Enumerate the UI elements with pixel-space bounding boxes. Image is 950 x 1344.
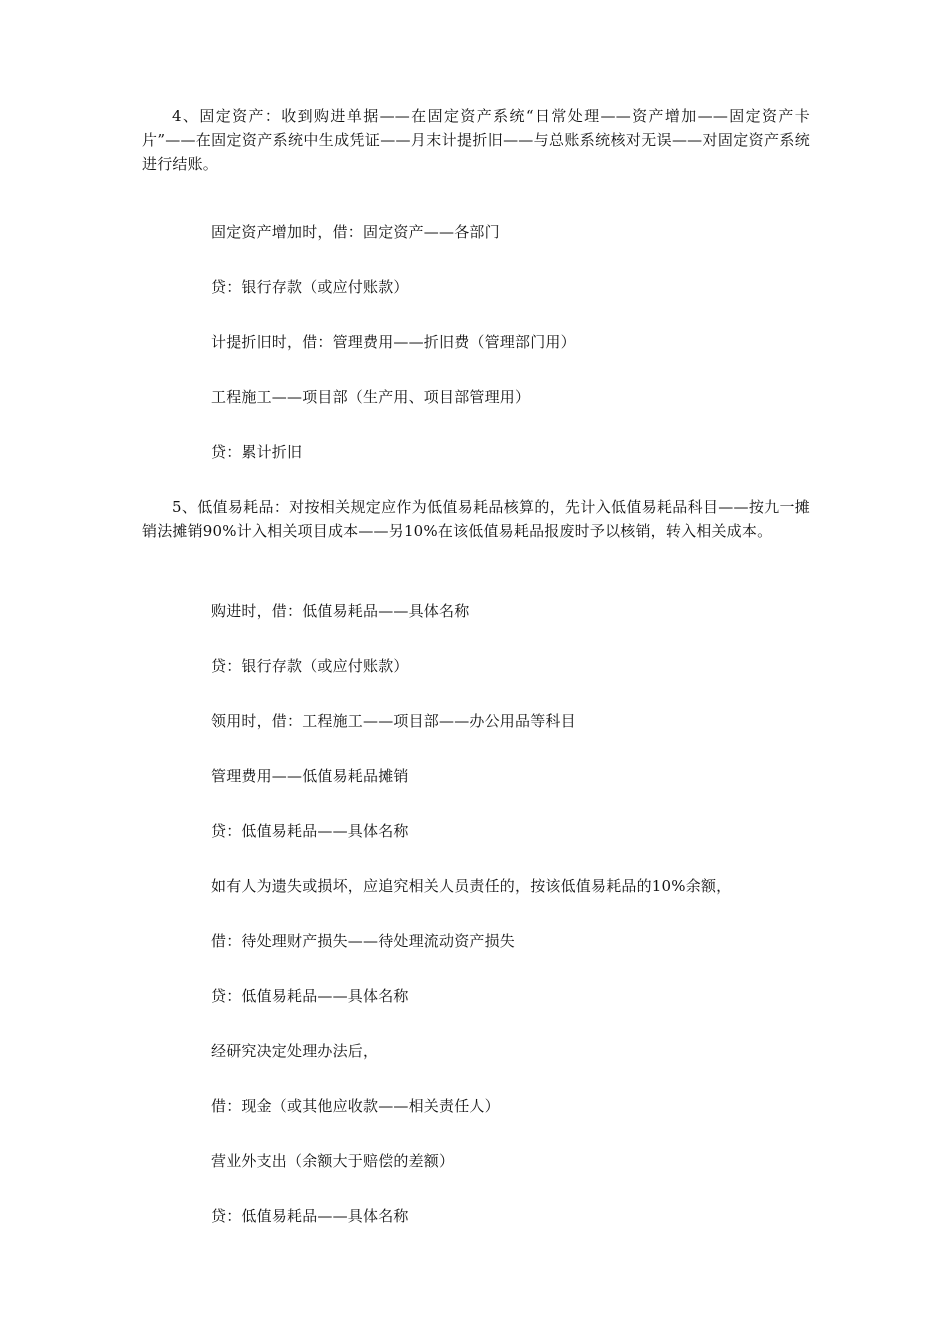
line-credit-accumulated-depreciation: 贷：累计折旧 [211,443,303,461]
line-credit-low-value-consumables: 贷：低值易耗品——具体名称 [211,822,409,840]
line-credit-low-value-consumables-3: 贷：低值易耗品——具体名称 [211,1207,409,1225]
line-after-decision: 经研究决定处理办法后， [211,1042,379,1060]
paragraph-fixed-assets: 4、固定资产：收到购进单据——在固定资产系统“日常处理——资产增加——固定资产卡片”——在固定资产系统中生成凭证——月末计提折旧——与总账系统核对无误——对固定资产系统进行结账。 [142,107,810,173]
line-fixed-assets-increase: 固定资产增加时，借：固定资产——各部门 [211,223,500,241]
line-non-operating-expense: 营业外支出（余额大于赔偿的差额） [211,1152,455,1170]
line-engineering-construction: 工程施工——项目部（生产用、项目部管理用） [211,388,531,406]
line-credit-low-value-consumables-2: 贷：低值易耗品——具体名称 [211,987,409,1005]
line-credit-bank-deposit-2: 贷：银行存款（或应付账款） [211,657,409,675]
line-depreciation: 计提折旧时，借：管理费用——折旧费（管理部门用） [211,333,576,351]
line-credit-bank-deposit: 贷：银行存款（或应付账款） [211,278,409,296]
line-requisition: 领用时，借：工程施工——项目部——办公用品等科目 [211,712,576,730]
line-debit-cash: 借：现金（或其他应收款——相关责任人） [211,1097,500,1115]
paragraph-low-value-consumables: 5、低值易耗品：对按相关规定应作为低值易耗品核算的，先计入低值易耗品科目——按九一摊销法摊销90%计入相关项目成本——另10%在该低值易耗品报废时予以核销，转入相关成本。 [142,498,810,540]
line-purchase: 购进时，借：低值易耗品——具体名称 [211,602,470,620]
line-management-expense-amortization: 管理费用——低值易耗品摊销 [211,767,409,785]
line-loss-responsibility: 如有人为遗失或损坏，应追究相关人员责任的，按该低值易耗品的10%余额， [211,877,732,895]
line-debit-pending-loss: 借：待处理财产损失——待处理流动资产损失 [211,932,516,950]
